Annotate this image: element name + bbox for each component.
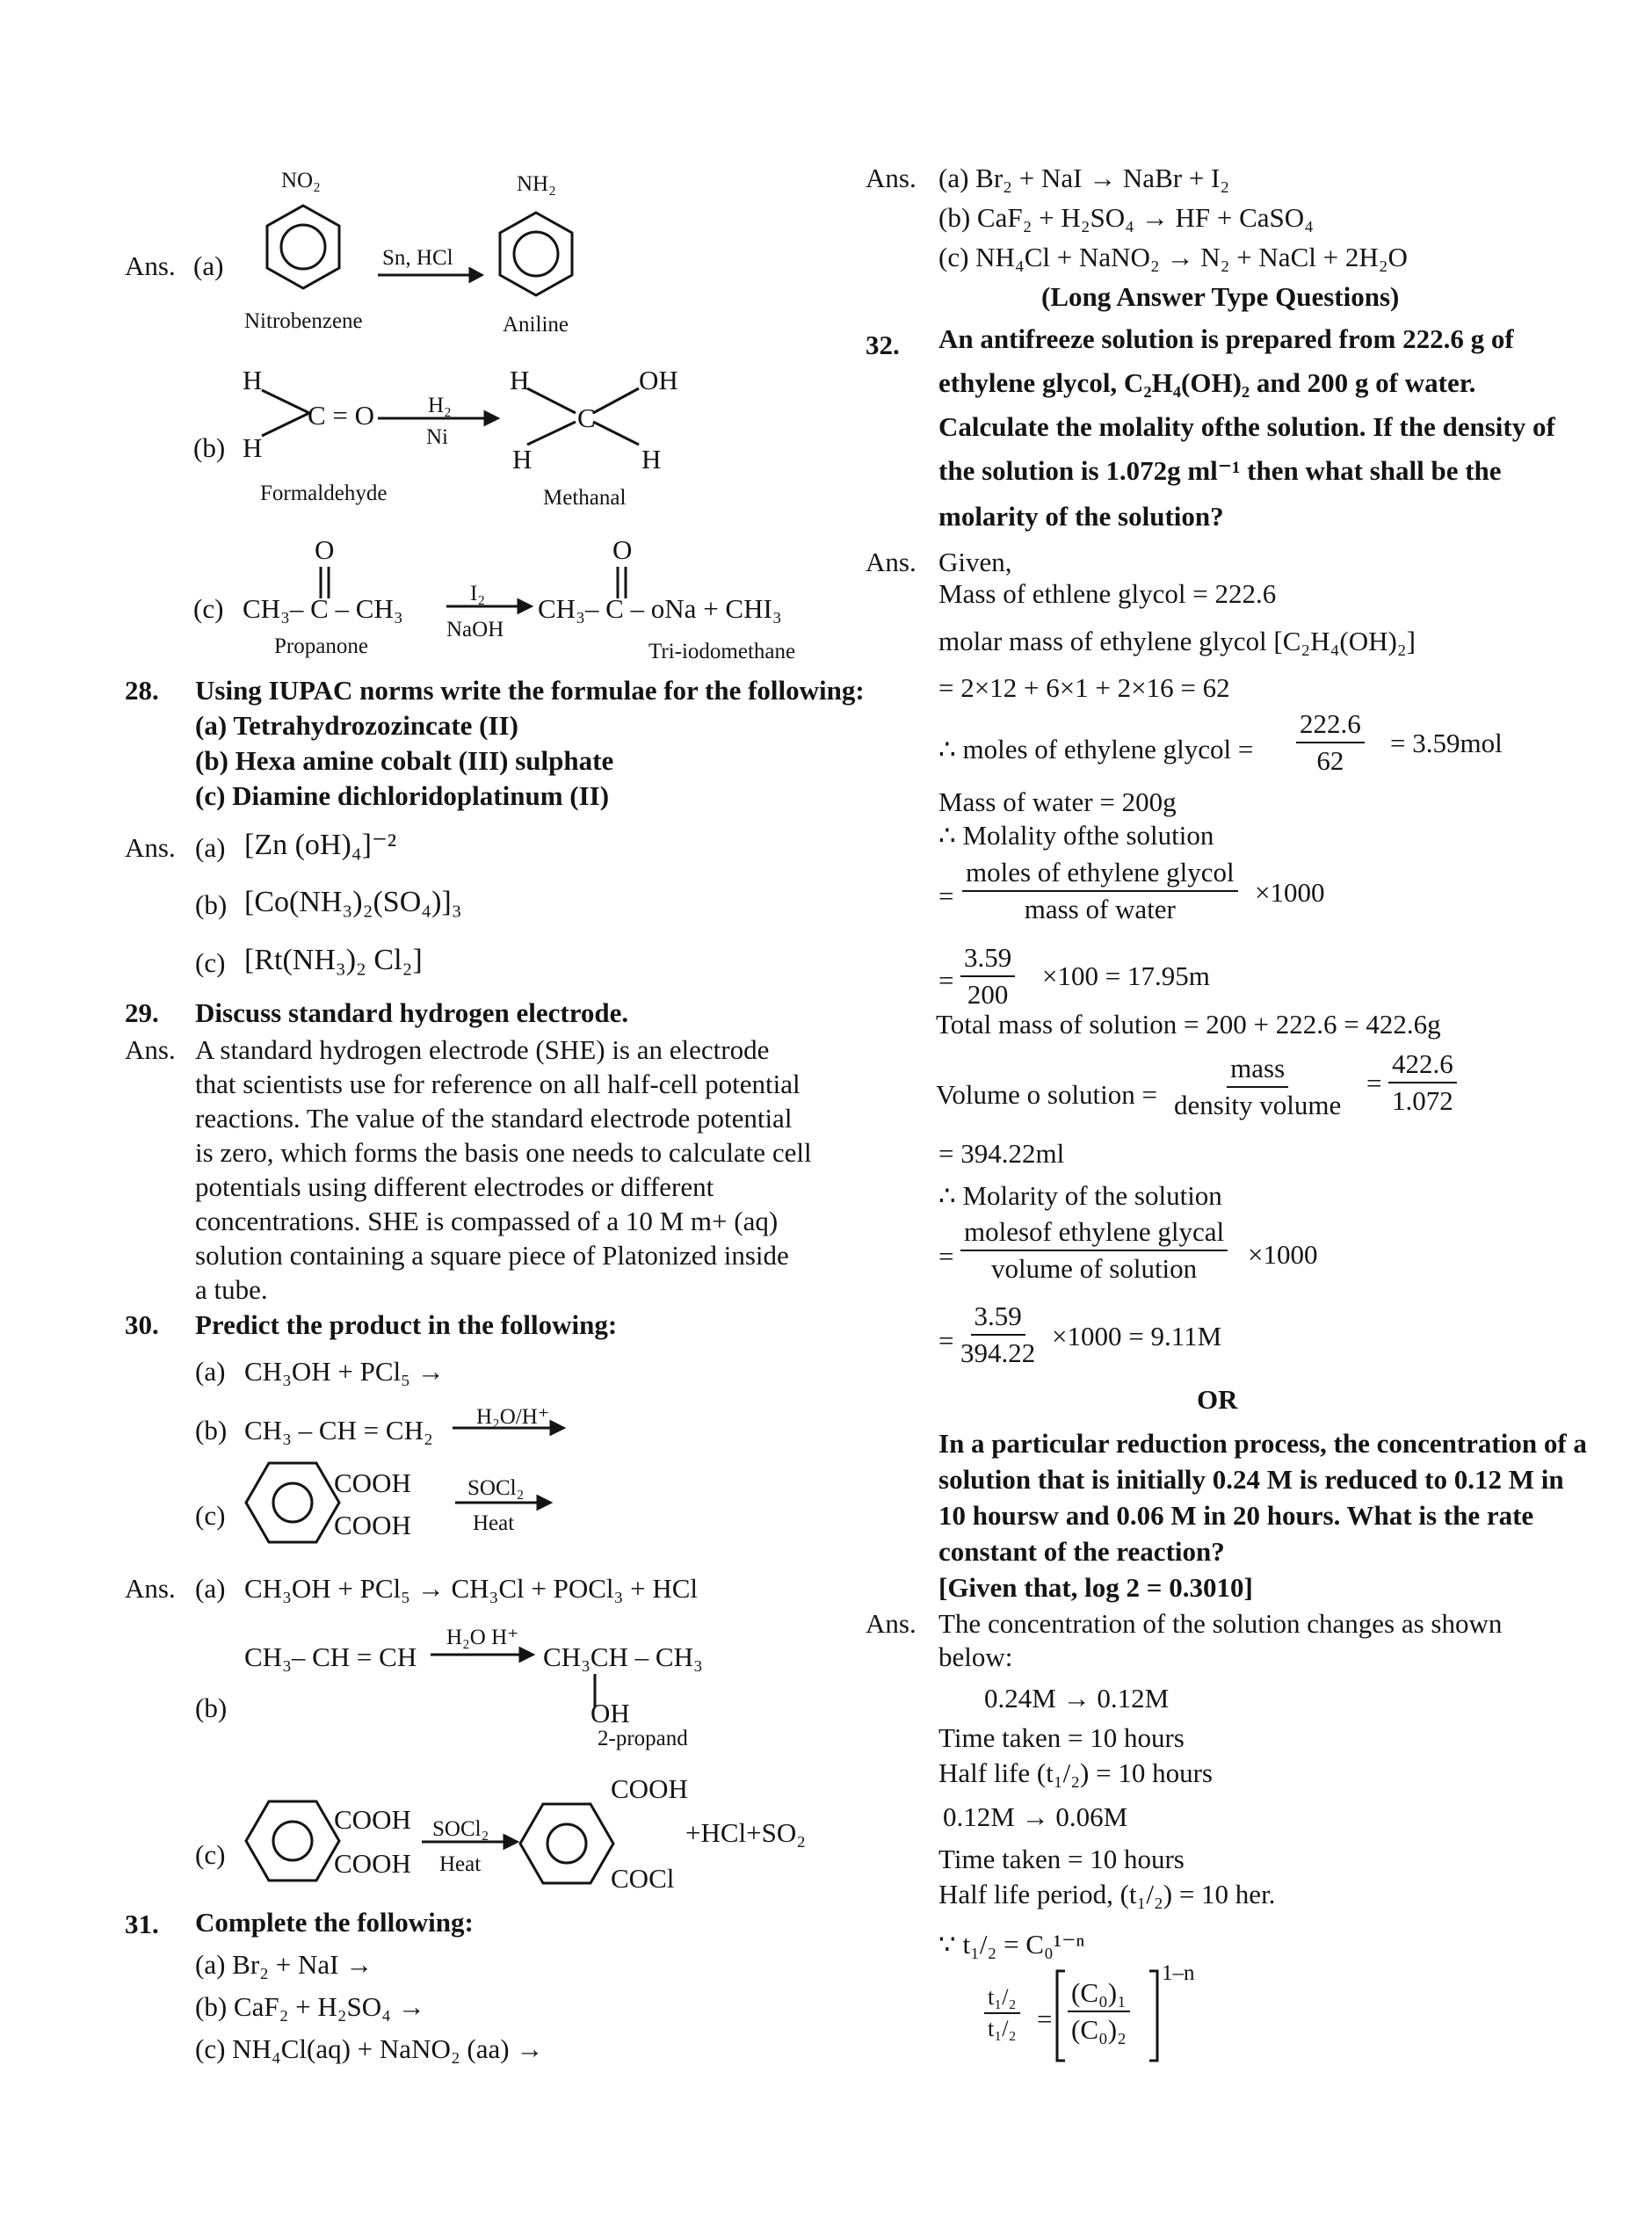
- answer-line: potentials using different electrodes or different: [195, 1171, 714, 1202]
- atom-label: O: [612, 534, 633, 565]
- list-item: (a) Tetrahydrozozincate (II): [195, 710, 518, 741]
- result: ×1000 = 9.11M: [1052, 1321, 1222, 1351]
- question-number: 28.: [125, 675, 159, 706]
- fraction: [1388, 1048, 1457, 1116]
- reaction-text: CH₃OH + PCl₅ →: [244, 1356, 445, 1387]
- answer-line: ∴ moles of ethylene glycol =: [938, 734, 1254, 764]
- denominator: 394.22: [960, 1337, 1036, 1368]
- question-text: Predict the product in the following:: [195, 1309, 618, 1340]
- part-label: (b): [193, 432, 226, 463]
- product-formula: CH₃CH – CH₃: [543, 1641, 703, 1672]
- reagent: H₂O H⁺: [446, 1626, 519, 1649]
- question-line: the solution is 1.072g ml⁻¹ then what shall be the: [938, 455, 1502, 486]
- reactant-formula: CH₃– C – CH₃: [243, 593, 403, 624]
- reaction-arrow-icon: [453, 1421, 567, 1438]
- answer-line: Half life (t₁/₂) = 10 hours: [938, 1757, 1213, 1788]
- fraction: [960, 942, 1015, 1010]
- part-label: (a): [195, 1356, 226, 1387]
- relation: ∵ t₁/₂ = C₀¹⁻ⁿ: [938, 1929, 1085, 1960]
- answer-line: ∴ Molality ofthe solution: [938, 820, 1214, 851]
- result: ×100 = 17.95m: [1042, 960, 1210, 991]
- part-label: (c): [195, 947, 226, 978]
- section-heading: (Long Answer Type Questions): [1041, 281, 1400, 312]
- catalyst: Ni: [426, 425, 448, 449]
- atom-label: H: [243, 432, 263, 463]
- atom-label: O: [315, 534, 335, 565]
- atom-label: H: [512, 444, 533, 475]
- byproducts: +HCl+SO₂: [685, 1817, 807, 1848]
- list-item: (a) Br₂ + NaI →: [195, 1949, 373, 1980]
- denominator: volume of solution: [990, 1252, 1198, 1284]
- reaction-condition: Heat: [473, 1511, 515, 1535]
- reagent: NaOH: [446, 618, 504, 641]
- question-line: Calculate the molality ofthe solution. If the density of: [938, 411, 1555, 442]
- reaction-text: CH₃OH + PCl₅ → CH₃Cl + POCl₃ + HCl: [244, 1573, 698, 1604]
- denominator: mass of water: [1024, 893, 1176, 924]
- list-item: (c) Diamine dichloridoplatinum (II): [195, 780, 610, 811]
- numerator: 222.6: [1296, 708, 1365, 743]
- amino-group: NH₂: [517, 172, 556, 196]
- fraction: [1296, 708, 1365, 776]
- answer-line: Given,: [938, 547, 1012, 577]
- answer-line: Volume o solution =: [936, 1079, 1158, 1110]
- question-line: In a particular reduction process, the concentration of a: [938, 1428, 1587, 1459]
- answer-line: reactions. The value of the standard electrode potential: [195, 1103, 793, 1134]
- answer-line: ∴ Molarity of the solution: [938, 1180, 1222, 1211]
- numerator: molesof ethylene glycal: [960, 1216, 1228, 1251]
- formula: [Rt(NH₃)₂ Cl₂]: [244, 944, 423, 976]
- list-item: (b) CaF₂ + H₂SO₄ →: [195, 1991, 425, 2022]
- part-label: (b): [195, 1415, 228, 1446]
- atom-label: H: [641, 444, 662, 475]
- reaction-arrow-icon: [455, 1496, 552, 1513]
- part-label: (a): [195, 1573, 226, 1604]
- answer-label: Ans.: [125, 1034, 176, 1065]
- answer-line: = 2×12 + 6×1 + 2×16 = 62: [938, 672, 1230, 703]
- product-name: Methanal: [543, 486, 627, 510]
- atom-label: H: [243, 365, 263, 395]
- answer-line: Mass of ethlene glycol = 222.6: [938, 578, 1277, 609]
- factor: ×1000: [1248, 1239, 1318, 1270]
- benzene-ring-icon: [496, 211, 576, 299]
- equals: =: [1366, 1068, 1382, 1098]
- bond-lines: [523, 387, 646, 448]
- question-line: An antifreeze solution is prepared from 222.6 g of: [938, 323, 1514, 354]
- answer-line: A standard hydrogen electrode (SHE) is an electrode: [195, 1034, 770, 1065]
- benzene-ring-icon: [244, 1797, 341, 1885]
- part-label: (c): [195, 1839, 226, 1870]
- fraction: [962, 857, 1238, 924]
- result: = 394.22ml: [938, 1138, 1065, 1169]
- or-divider: OR: [1197, 1384, 1238, 1415]
- benzene-ring-icon: [264, 204, 343, 292]
- list-item: (c) NH₄Cl(aq) + NaNO₂ (aa) →: [195, 2033, 544, 2064]
- answer-line: concentrations. SHE is compassed of a 10 M m+ (aq): [195, 1206, 779, 1236]
- denominator: (C₀)₂: [1071, 2013, 1127, 2045]
- numerator: 3.59: [960, 942, 1015, 977]
- answer-line: solution containing a square piece of Platonized inside: [195, 1240, 789, 1271]
- substituent: COOH: [611, 1773, 688, 1804]
- numerator: 3.59: [971, 1301, 1025, 1336]
- carbonyl-group: C = O: [308, 400, 375, 431]
- reactant-name: Nitrobenzene: [244, 309, 363, 333]
- denominator: t₁/₂: [988, 2015, 1017, 2041]
- part-label: (a): [193, 250, 224, 281]
- substituent: COOH: [334, 1848, 411, 1879]
- question-line: [Given that, log 2 = 0.3010]: [938, 1572, 1253, 1603]
- answer-label: Ans.: [866, 547, 917, 577]
- fraction: [960, 1216, 1228, 1284]
- answer-line: below:: [938, 1641, 1013, 1672]
- denominator: 200: [967, 978, 1009, 1010]
- reactant-name: Propanone: [274, 634, 368, 658]
- factor: ×1000: [1255, 877, 1325, 908]
- answer-line: molar mass of ethylene glycol [C₂H₄(OH)₂]: [938, 626, 1416, 656]
- equals: =: [938, 880, 954, 911]
- denominator: 62: [1316, 744, 1344, 776]
- reagent: Sn, HCl: [382, 246, 453, 270]
- reagent: I₂: [470, 582, 486, 605]
- part-label: (b): [195, 1692, 228, 1723]
- nitro-group: NO₂: [281, 169, 321, 192]
- question-line: 10 hoursw and 0.06 M in 20 hours. What is the rate: [938, 1500, 1534, 1531]
- denominator: 1.072: [1392, 1084, 1453, 1116]
- list-item: (b) Hexa amine cobalt (III) sulphate: [195, 745, 614, 776]
- question-text: Using IUPAC norms write the formulae for the following:: [195, 675, 865, 706]
- question-number: 31.: [125, 1909, 159, 1939]
- result: = 3.59mol: [1390, 728, 1503, 758]
- question-line: solution that is initially 0.24 M is reduced to 0.12 M in: [938, 1464, 1564, 1495]
- reaction-text: CH₃ – CH = CH₂: [244, 1415, 433, 1446]
- reaction-text: CH₃– CH = CH: [244, 1641, 417, 1672]
- question-text: Discuss standard hydrogen electrode.: [195, 997, 629, 1028]
- question-text: Complete the following:: [195, 1907, 474, 1938]
- question-line: ethylene glycol, C₂H₄(OH)₂ and 200 g of water.: [938, 367, 1476, 398]
- numerator: 422.6: [1388, 1048, 1457, 1083]
- answer-label: Ans.: [125, 250, 176, 281]
- part-label: (c): [195, 1500, 226, 1531]
- fraction: [984, 1984, 1020, 2042]
- equals: =: [938, 1325, 954, 1356]
- fraction: [1068, 1977, 1130, 2045]
- product-name: 2-propand: [598, 1727, 688, 1750]
- answer-label: Ans.: [866, 1608, 917, 1639]
- answer-line: Time taken = 10 hours: [938, 1722, 1185, 1753]
- answer-line: (b) CaF₂ + H₂SO₄ → HF + CaSO₄: [938, 202, 1314, 233]
- question-line: molarity of the solution?: [938, 501, 1224, 532]
- reaction-arrow-icon: [378, 268, 483, 286]
- reagent: H₂: [428, 394, 452, 417]
- answer-line: that scientists use for reference on all half-cell potential: [195, 1069, 801, 1099]
- part-label: (b): [195, 889, 228, 920]
- product-formula: CH₃– C – oNa + CHI₃: [538, 593, 782, 624]
- question-number: 30.: [125, 1309, 159, 1340]
- part-label: (c): [193, 593, 224, 624]
- reaction-condition: Heat: [439, 1852, 482, 1876]
- substituent: COOH: [334, 1510, 411, 1540]
- benzene-ring-icon: [518, 1800, 615, 1888]
- question-line: constant of the reaction?: [938, 1536, 1225, 1567]
- part-label: (a): [195, 832, 226, 863]
- answer-line: Total mass of solution = 200 + 222.6 = 422.6g: [936, 1009, 1441, 1040]
- question-number: 29.: [125, 997, 159, 1028]
- reaction-arrow-icon: [446, 599, 534, 617]
- formula: [Co(NH₃)₂(SO₄)]₃: [244, 886, 462, 918]
- step: 0.24M → 0.12M: [984, 1683, 1170, 1714]
- product-name: Tri-iodomethane: [648, 640, 796, 663]
- answer-line: a tube.: [195, 1274, 268, 1305]
- question-number: 32.: [866, 330, 900, 360]
- fraction: [1174, 1053, 1341, 1120]
- atom-label: H: [510, 365, 530, 395]
- numerator: t₁/₂: [984, 1984, 1020, 2014]
- reaction-arrow-icon: [422, 1835, 518, 1852]
- reagent: SOCl₂: [432, 1817, 489, 1841]
- answer-line: Half life period, (t₁/₂) = 10 her.: [938, 1879, 1276, 1909]
- answer-label: Ans.: [125, 1573, 176, 1604]
- numerator: mass: [1227, 1053, 1288, 1088]
- step: 0.12M → 0.06M: [943, 1801, 1128, 1832]
- answer-line: The concentration of the solution changes as shown: [938, 1608, 1503, 1639]
- reagent: H₂O/H⁺: [476, 1405, 550, 1429]
- reactant-name: Formaldehyde: [260, 482, 388, 505]
- answer-label: Ans.: [866, 163, 917, 193]
- numerator: moles of ethylene glycol: [962, 857, 1238, 892]
- atom-label: C: [577, 402, 596, 433]
- answer-label: Ans.: [125, 832, 176, 863]
- answer-line: (a) Br₂ + NaI → NaBr + I₂: [938, 163, 1230, 193]
- reagent: SOCl₂: [467, 1476, 525, 1500]
- benzene-ring-icon: [244, 1459, 341, 1547]
- exponent: 1–n: [1162, 1961, 1195, 1985]
- formula: [Zn (oH)₄]⁻²: [244, 829, 397, 861]
- answer-line: Time taken = 10 hours: [938, 1844, 1185, 1874]
- fraction: [960, 1301, 1035, 1368]
- substituent: COOH: [334, 1804, 411, 1835]
- denominator: density volume: [1174, 1089, 1342, 1120]
- answer-line: (c) NH₄Cl + NaNO₂ → N₂ + NaCl + 2H₂O: [938, 242, 1408, 272]
- substituent: COCl: [611, 1863, 675, 1894]
- answer-line: Mass of water = 200g: [938, 786, 1177, 817]
- atom-label: OH: [591, 1698, 630, 1728]
- reaction-arrow-icon: [431, 1648, 536, 1665]
- numerator: (C₀)₁: [1068, 1977, 1130, 2012]
- answer-line: is zero, which forms the basis one needs to calculate cell: [195, 1137, 812, 1168]
- equals: =: [1037, 2004, 1053, 2034]
- atom-label: OH: [639, 365, 678, 395]
- equals: =: [938, 965, 954, 996]
- product-name: Aniline: [503, 313, 569, 337]
- equals: =: [938, 1241, 954, 1272]
- substituent: COOH: [334, 1467, 411, 1498]
